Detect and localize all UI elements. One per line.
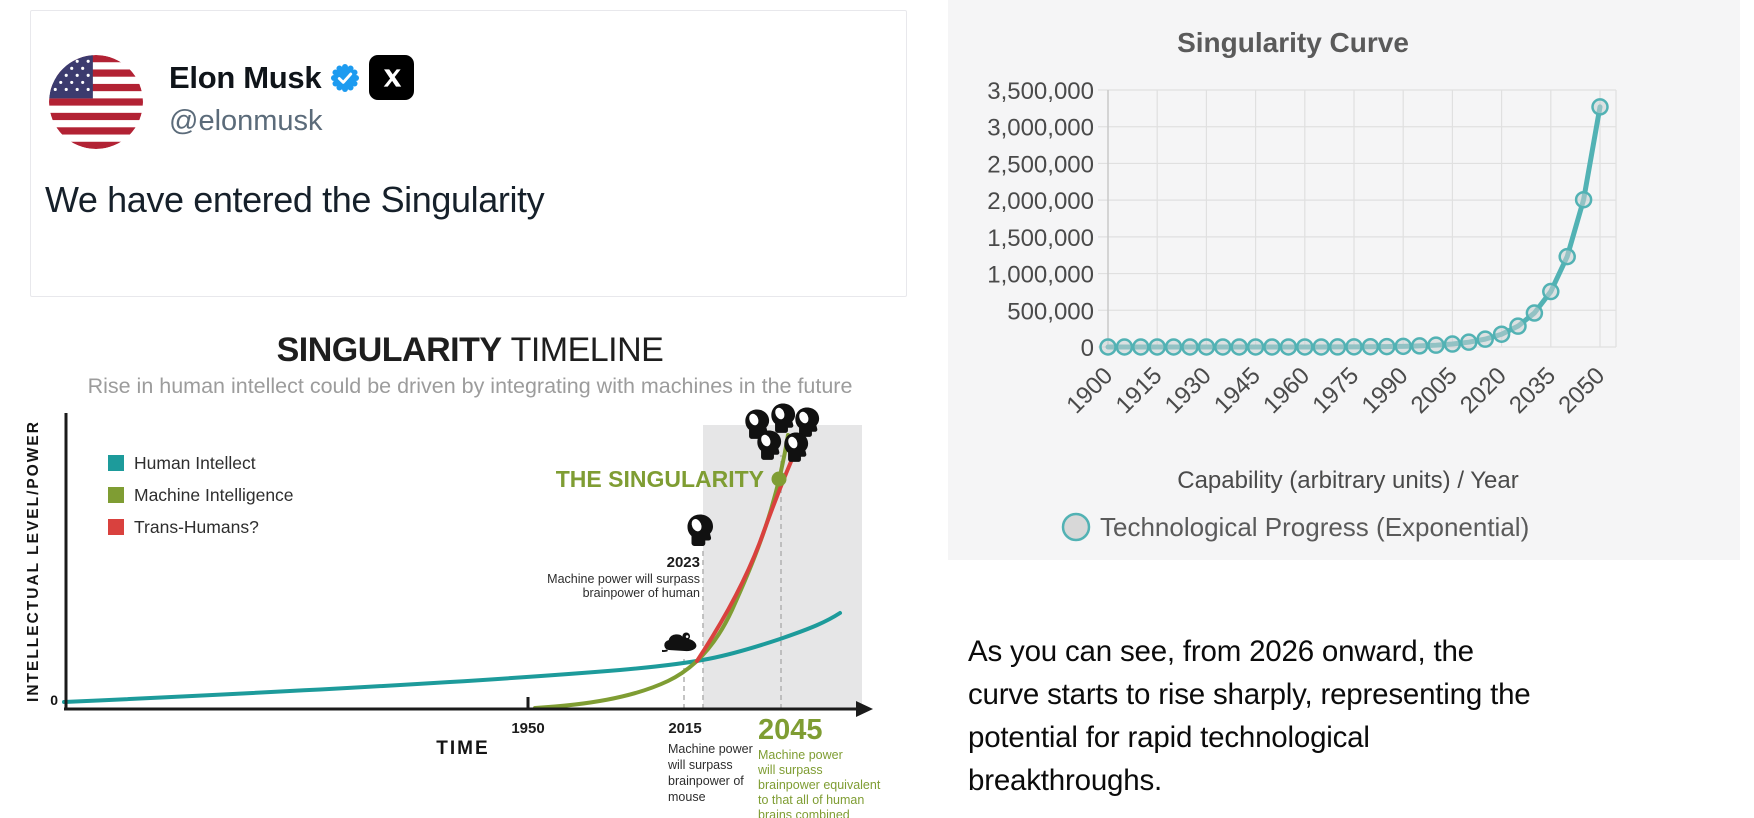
singularity-label: THE SINGULARITY: [555, 466, 764, 492]
svg-text:2035: 2035: [1504, 362, 1562, 419]
svg-text:1930: 1930: [1159, 362, 1217, 419]
verified-badge-icon: [330, 63, 360, 93]
note-line: potential for rapid technological: [968, 721, 1370, 754]
display-name[interactable]: Elon Musk: [169, 59, 322, 95]
singularity-curve-chart: [948, 0, 1740, 560]
svg-text:1900: 1900: [1061, 362, 1119, 419]
singularity-point: [772, 472, 787, 487]
svg-text:2,500,000: 2,500,000: [987, 151, 1094, 179]
caption-2045-line5: brains combined: [758, 808, 850, 818]
curve-legend-label: Technological Progress (Exponential): [1100, 512, 1530, 542]
us-flag-avatar: [49, 55, 143, 149]
caption-2045-line4: to that all of human: [758, 793, 865, 807]
caption-2015-line1: Machine power: [668, 742, 753, 756]
curve-x-axis-label: Capability (arbitrary units) / Year: [1177, 467, 1519, 494]
timeline-legend: [108, 453, 294, 537]
legend-label-transhuman: Trans-Humans?: [134, 517, 259, 537]
user-handle[interactable]: @elonmusk: [169, 105, 323, 137]
svg-text:3,000,000: 3,000,000: [987, 114, 1094, 142]
svg-text:0: 0: [1080, 335, 1094, 362]
svg-text:3,500,000: 3,500,000: [987, 78, 1094, 105]
timeline-title: SINGULARITY TIMELINE: [276, 331, 664, 369]
x-axis-arrow: [856, 701, 873, 717]
caption-2015-line4: mouse: [668, 790, 706, 804]
legend-swatch-transhuman: [108, 519, 124, 535]
svg-text:500,000: 500,000: [1007, 298, 1094, 326]
caption-2045: [757, 748, 881, 818]
legend-marker-icon: [1063, 514, 1089, 540]
tweet-text: We have entered the Singularity: [45, 179, 545, 220]
caption-2015-line2: will surpass: [668, 758, 733, 772]
note-line: breakthroughs.: [968, 764, 1162, 797]
svg-text:1915: 1915: [1110, 362, 1168, 419]
y-tick-labels: [987, 78, 1094, 362]
note-line: As you can see, from 2026 onward, the: [968, 635, 1474, 668]
legend-label-machine: Machine Intelligence: [134, 485, 294, 505]
svg-text:1975: 1975: [1307, 362, 1365, 419]
caption-2045-line1: Machine power: [758, 748, 843, 762]
legend-swatch-human: [108, 455, 124, 471]
svg-text:1,500,000: 1,500,000: [987, 224, 1094, 252]
singularity-curve-card: [948, 0, 1740, 560]
svg-text:2005: 2005: [1405, 362, 1463, 419]
tweet-header: [169, 55, 414, 100]
svg-text:2050: 2050: [1553, 362, 1611, 419]
svg-text:1990: 1990: [1356, 362, 1414, 419]
label-1950: 1950: [511, 720, 545, 737]
note-line: curve starts to rise sharply, representing the: [968, 678, 1531, 711]
avatar[interactable]: [49, 55, 143, 149]
tweet-card: [30, 10, 907, 297]
timeline-y-axis-label: INTELLECTUAL LEVEL/POWER: [25, 420, 42, 702]
curve-legend: [1063, 512, 1529, 542]
analysis-note: [968, 630, 1688, 802]
caption-2015-line3: brainpower of: [668, 774, 744, 788]
caption-2023-line2: brainpower of human: [582, 586, 700, 600]
label-2015: 2015: [668, 720, 702, 737]
label-2045: 2045: [758, 714, 823, 746]
singularity-timeline-chart: [20, 305, 900, 818]
timeline-subtitle: Rise in human intellect could be driven by integrating with machines in the future: [87, 374, 853, 398]
x-tick-labels: [1061, 362, 1610, 419]
curve-title: Singularity Curve: [1177, 27, 1409, 58]
legend-label-human: Human Intellect: [134, 453, 256, 473]
mouse-icon: [658, 633, 696, 652]
label-2023: 2023: [666, 554, 700, 571]
svg-text:1945: 1945: [1208, 362, 1266, 419]
timeline-x-axis-label: TIME: [436, 738, 490, 759]
svg-text:1960: 1960: [1258, 362, 1316, 419]
x-logo: [369, 55, 414, 100]
caption-2045-line3: brainpower equivalent: [758, 778, 881, 792]
svg-text:2020: 2020: [1454, 362, 1512, 419]
caption-2045-line2: will surpass: [758, 763, 823, 777]
caption-2023-line1: Machine power will surpass: [547, 572, 700, 586]
origin-label: 0: [50, 692, 58, 708]
legend-swatch-machine: [108, 487, 124, 503]
svg-text:2,000,000: 2,000,000: [987, 188, 1094, 216]
svg-text:1,000,000: 1,000,000: [987, 261, 1094, 289]
